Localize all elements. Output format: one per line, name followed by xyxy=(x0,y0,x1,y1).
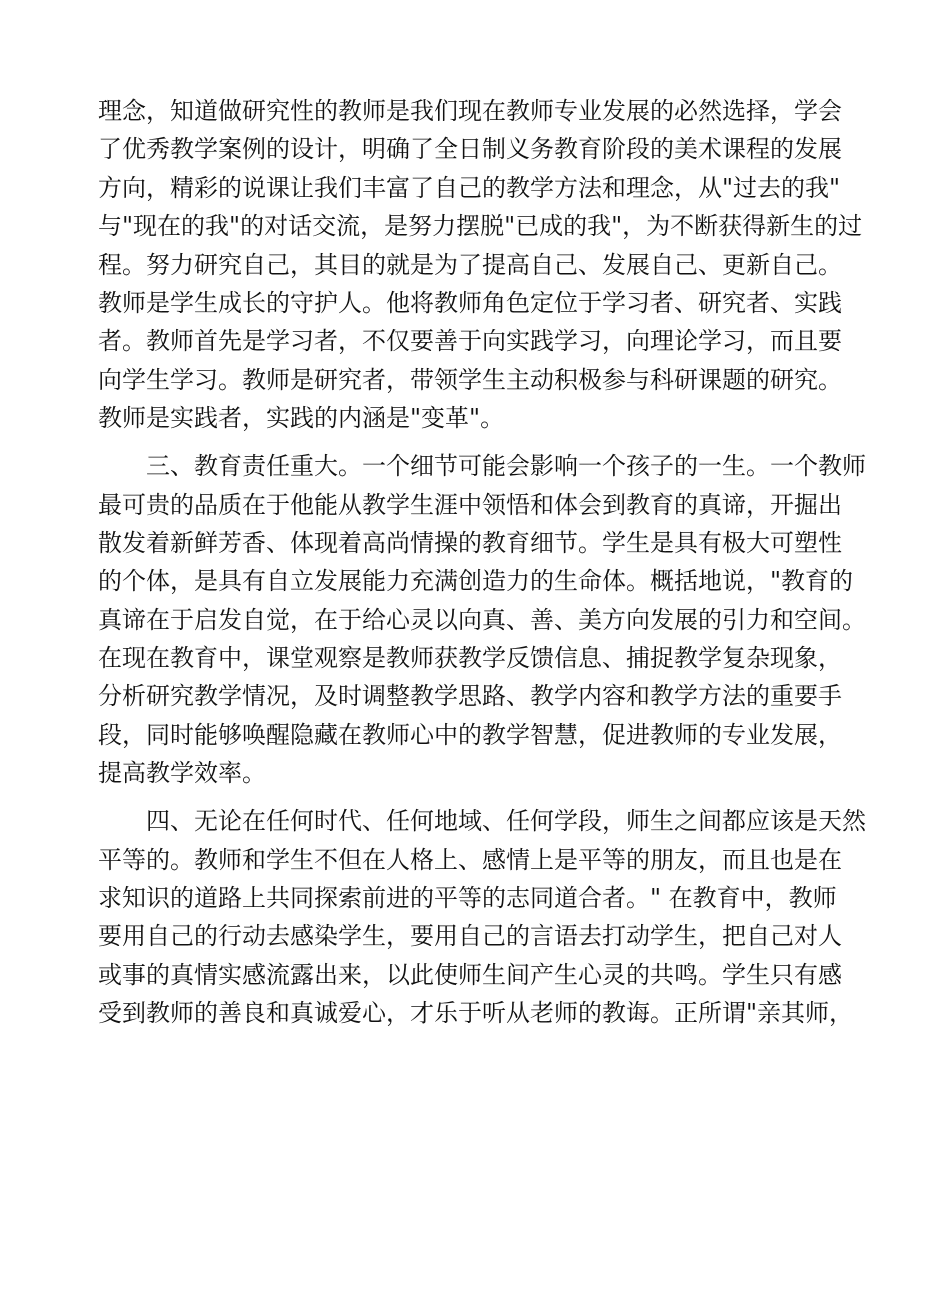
text-line: 段，同时能够唤醒隐藏在教师心中的教学智慧，促进教师的专业发展， xyxy=(98,720,842,749)
text-line: 平等的。教师和学生不但在人格上、感情上是平等的朋友，而且也是在 xyxy=(98,845,842,874)
text-line: 程。努力研究自己，其目的就是为了提高自己、发展自己、更新自己。 xyxy=(98,250,842,279)
text-line: 真谛在于启发自觉，在于给心灵以向真、善、美方向发展的引力和空间。 xyxy=(98,605,866,634)
text-line: 与"现在的我"的对话交流，是努力摆脱"已成的我"，为不断获得新生的过 xyxy=(98,212,863,241)
text-line: 者。教师首先是学习者，不仅要善于向实践学习，向理论学习，而且要 xyxy=(98,327,842,356)
text-line: 方向，精彩的说课让我们丰富了自己的教学方法和理念，从"过去的我" xyxy=(98,173,841,202)
text-line: 散发着新鲜芳香、体现着高尚情操的教育细节。学生是具有极大可塑性 xyxy=(98,528,842,557)
text-line: 教师是学生成长的守护人。他将教师角色定位于学习者、研究者、实践 xyxy=(98,288,842,317)
text-line: 教师是实践者，实践的内涵是"变革"。 xyxy=(98,404,505,433)
text-line: 了优秀教学案例的设计，明确了全日制义务教育阶段的美术课程的发展 xyxy=(98,135,842,164)
text-line: 分析研究教学情况，及时调整教学思路、教学内容和教学方法的重要手 xyxy=(98,682,842,711)
text-line: 的个体，是具有自立发展能力充满创造力的生命体。概括地说，"教育的 xyxy=(98,567,854,596)
text-line: 求知识的道路上共同探索前进的平等的志同道合者。" 在教育中，教师 xyxy=(98,884,837,912)
text-line: 最可贵的品质在于他能从教学生涯中领悟和体会到教育的真谛，开掘出 xyxy=(98,490,842,519)
text-line: 受到教师的善良和真诚爱心，才乐于听从老师的教诲。正所谓"亲其师， xyxy=(98,999,854,1028)
text-line: 或事的真情实感流露出来，以此使师生间产生心灵的共鸣。学生只有感 xyxy=(98,960,842,989)
body-text xyxy=(98,92,866,1033)
text-line: 向学生学习。教师是研究者，带领学生主动积极参与科研课题的研究。 xyxy=(98,365,842,394)
text-line: 在现在教育中，课堂观察是教师获教学反馈信息、捕捉教学复杂现象， xyxy=(98,644,842,673)
text-line: 提高教学效率。 xyxy=(98,759,266,788)
paragraph-3-first-line: 三、教育责任重大。一个细节可能会影响一个孩子的一生。一个教师 xyxy=(98,452,866,481)
paragraph-4-first-line: 四、无论在任何时代、任何地域、任何学段，师生之间都应该是天然 xyxy=(98,807,866,836)
text-line: 理念，知道做研究性的教师是我们现在教师专业发展的必然选择，学会 xyxy=(98,97,842,125)
text-line: 要用自己的行动去感染学生，要用自己的言语去打动学生，把自己对人 xyxy=(98,922,842,951)
